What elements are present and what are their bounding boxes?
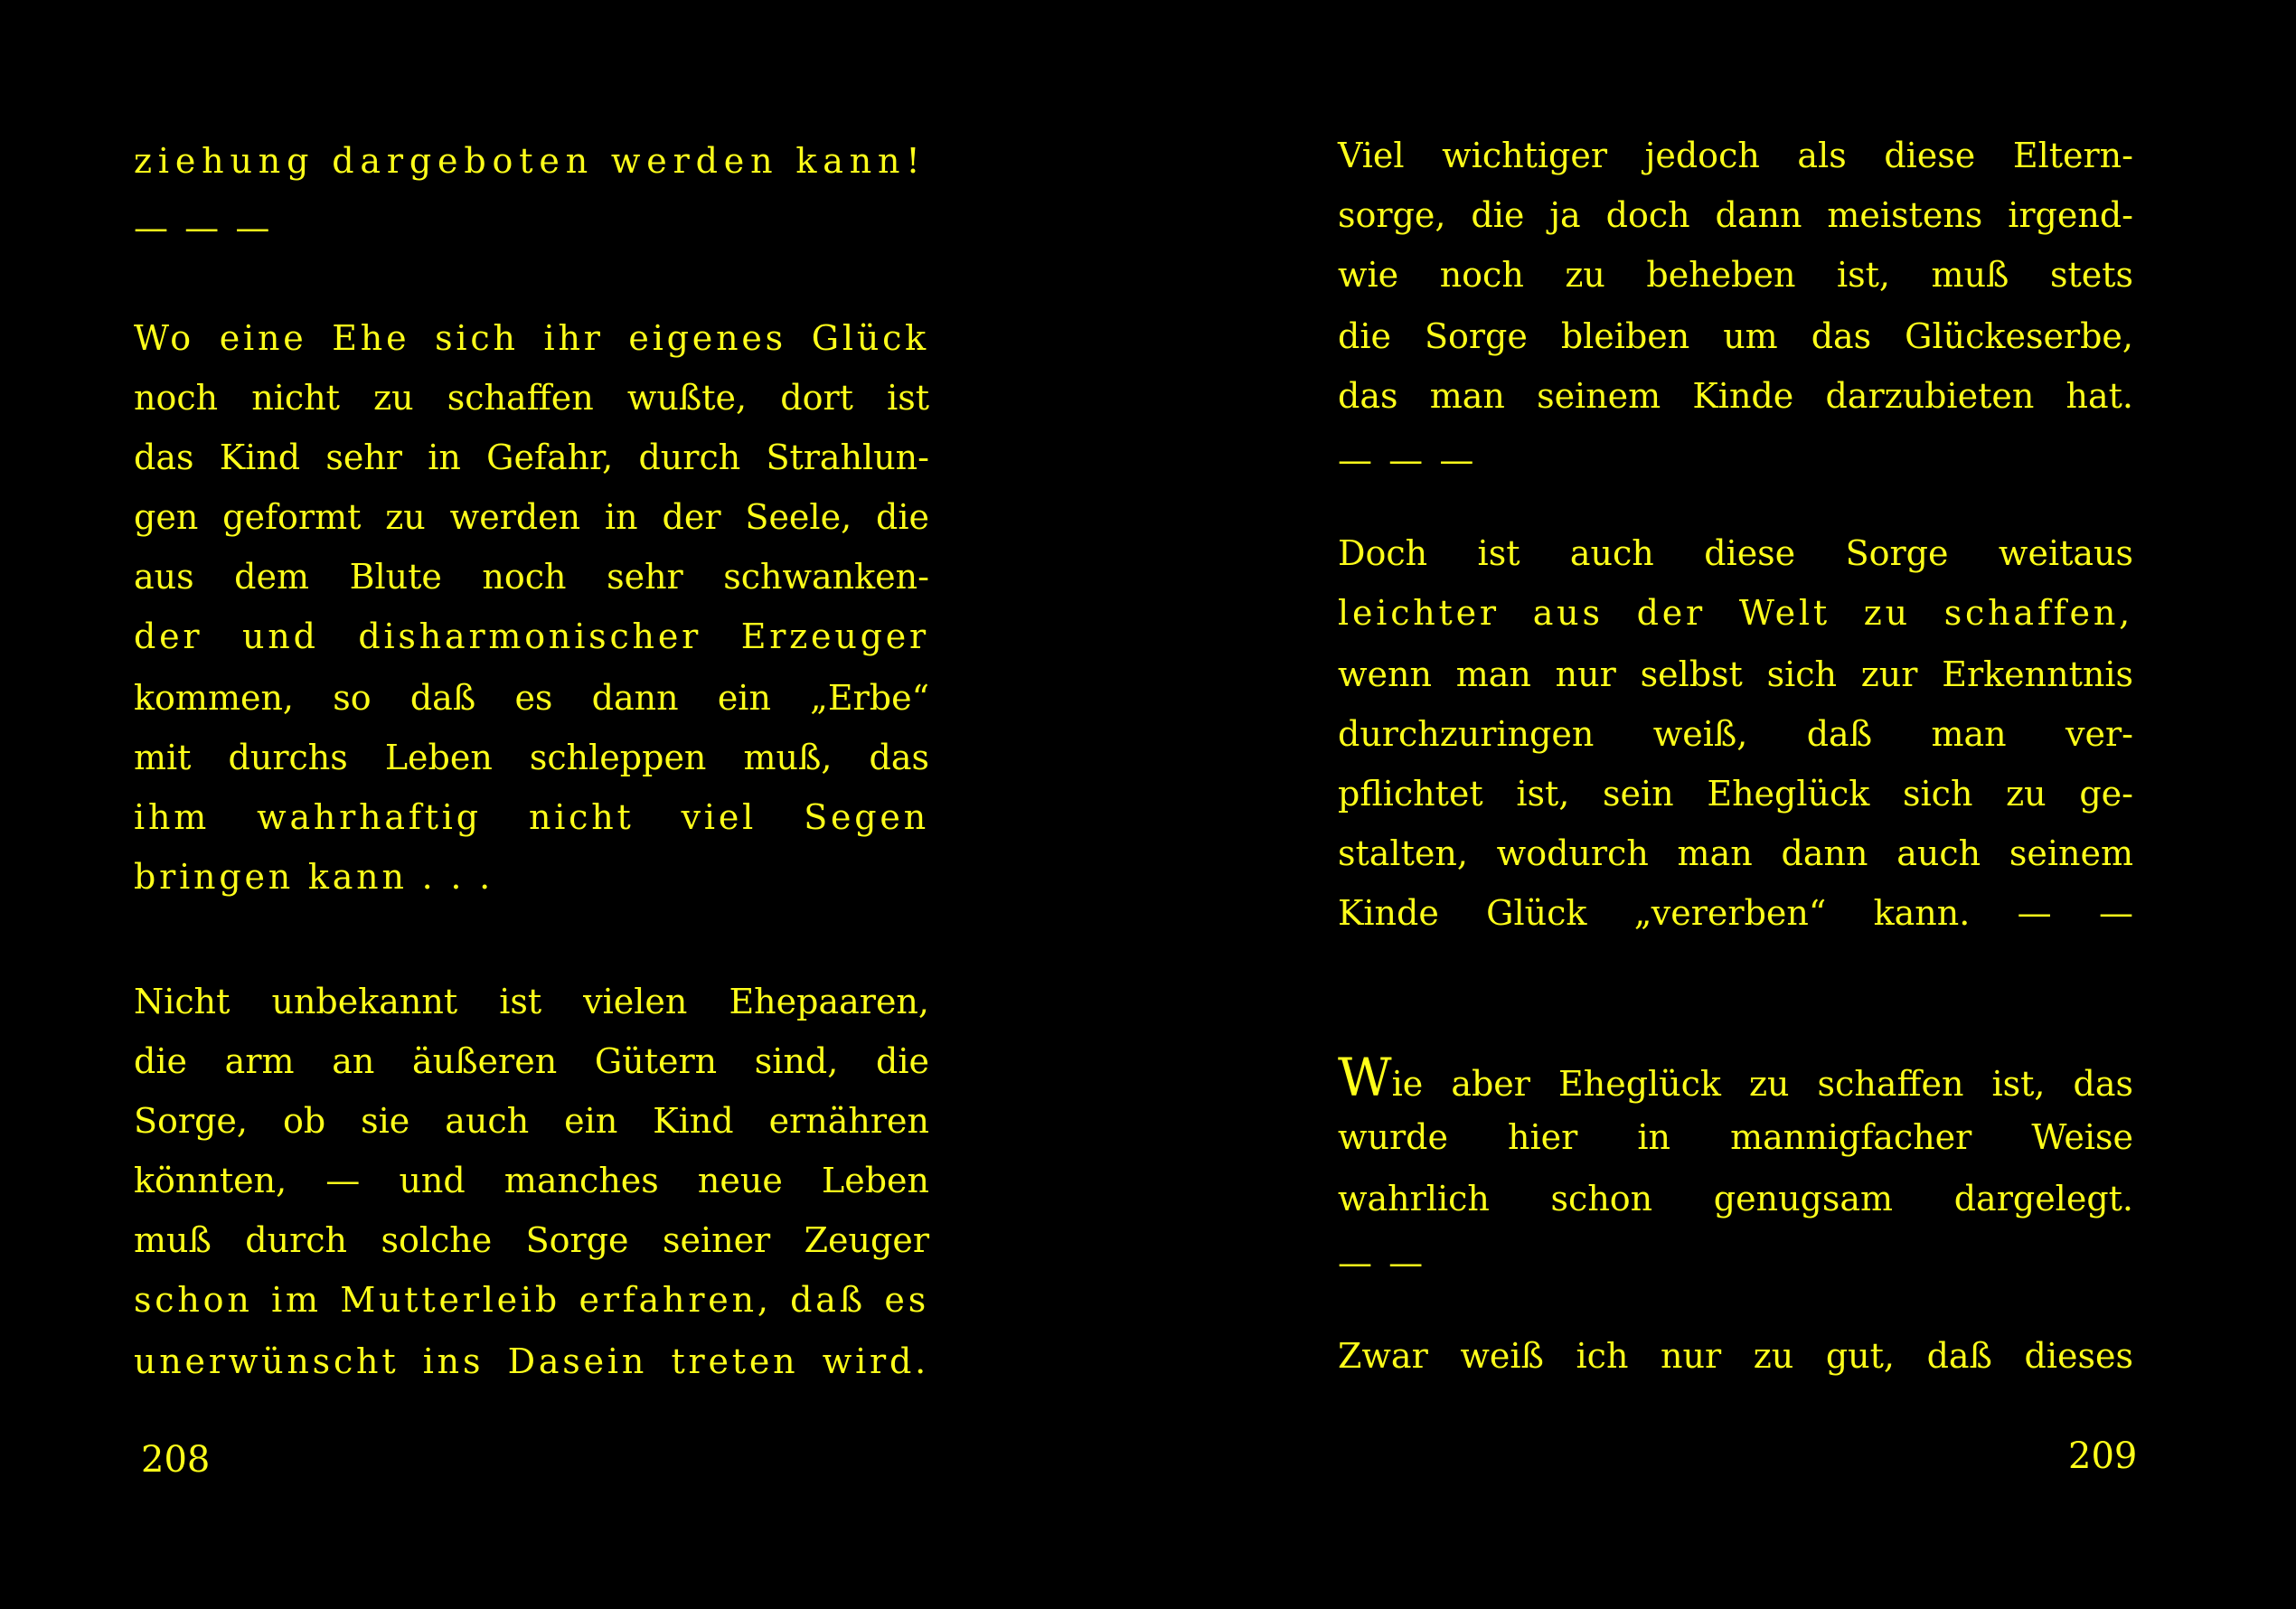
text-line: das Kind sehr in Gefahr, durch Strahlun-	[134, 438, 929, 477]
text-line: stalten, wodurch man dann auch seinem	[1338, 833, 2133, 873]
text-line: ziehung dargeboten werden kann!	[134, 141, 927, 181]
section-dashes: — — —	[1338, 440, 1477, 480]
section-dashes: — — —	[134, 208, 273, 248]
text-line	[1338, 1047, 2133, 1108]
text-line: leichter aus der Welt zu schaffen,	[1338, 593, 2133, 633]
drop-initial: W	[1338, 1047, 1392, 1108]
text-line: Viel wichtiger jedoch als diese Eltern-	[1338, 136, 2133, 175]
text-line: der und disharmonischer Erzeuger	[134, 616, 929, 656]
text-line: die Sorge bleiben um das Glückeserbe,	[1338, 316, 2133, 356]
text-line: könnten, — und manches neue Leben	[134, 1161, 929, 1200]
text-line: pflichtet ist, sein Eheglück sich zu ge-	[1338, 774, 2133, 814]
text-line: sorge, die ja doch dann meistens irgend-	[1338, 195, 2133, 235]
section-dashes: — —	[1338, 1243, 1426, 1283]
text-line: die arm an äußeren Gütern sind, die	[134, 1041, 929, 1081]
text-line: wahrlich schon genugsam dargelegt.	[1338, 1179, 2133, 1219]
text-line: noch nicht zu schaffen wußte, dort ist	[134, 378, 929, 418]
text-line-rest: ie aber Eheglück zu schaffen ist, das	[1391, 1064, 2133, 1104]
text-line: kommen, so daß es dann ein „Erbe“	[134, 678, 929, 718]
text-line: Kinde Glück „vererben“ kann. — —	[1338, 893, 2133, 933]
text-line: Zwar weiß ich nur zu gut, daß dieses	[1338, 1336, 2133, 1376]
text-line: aus dem Blute noch sehr schwanken-	[134, 557, 929, 597]
text-line: bringen kann . . .	[134, 857, 494, 897]
text-line: schon im Mutterleib erfahren, daß es	[134, 1280, 929, 1320]
text-line: mit durchs Leben schleppen muß, das	[134, 738, 929, 777]
text-line: wenn man nur selbst sich zur Erkenntnis	[1338, 654, 2133, 694]
text-line: durchzuringen weiß, daß man ver-	[1338, 714, 2133, 754]
text-line: gen geformt zu werden in der Seele, die	[134, 497, 929, 537]
text-line: unerwünscht ins Dasein treten wird.	[134, 1341, 929, 1381]
text-line: Doch ist auch diese Sorge weitaus	[1338, 533, 2133, 573]
text-line: wurde hier in mannigfacher Weise	[1338, 1117, 2133, 1157]
text-line: ihm wahrhaftig nicht viel Segen	[134, 797, 929, 837]
text-line: Nicht unbekannt ist vielen Ehepaaren,	[134, 982, 929, 1021]
page-number: 208	[141, 1439, 211, 1481]
text-line: wie noch zu beheben ist, muß stets	[1338, 255, 2133, 295]
text-line: das man seinem Kinde darzubieten hat.	[1338, 376, 2133, 416]
page-number: 209	[2068, 1435, 2138, 1477]
text-line: Sorge, ob sie auch ein Kind ernähren	[134, 1101, 929, 1141]
text-line: Wo eine Ehe sich ihr eigenes Glück	[134, 318, 929, 358]
text-line: muß durch solche Sorge seiner Zeuger	[134, 1220, 929, 1260]
